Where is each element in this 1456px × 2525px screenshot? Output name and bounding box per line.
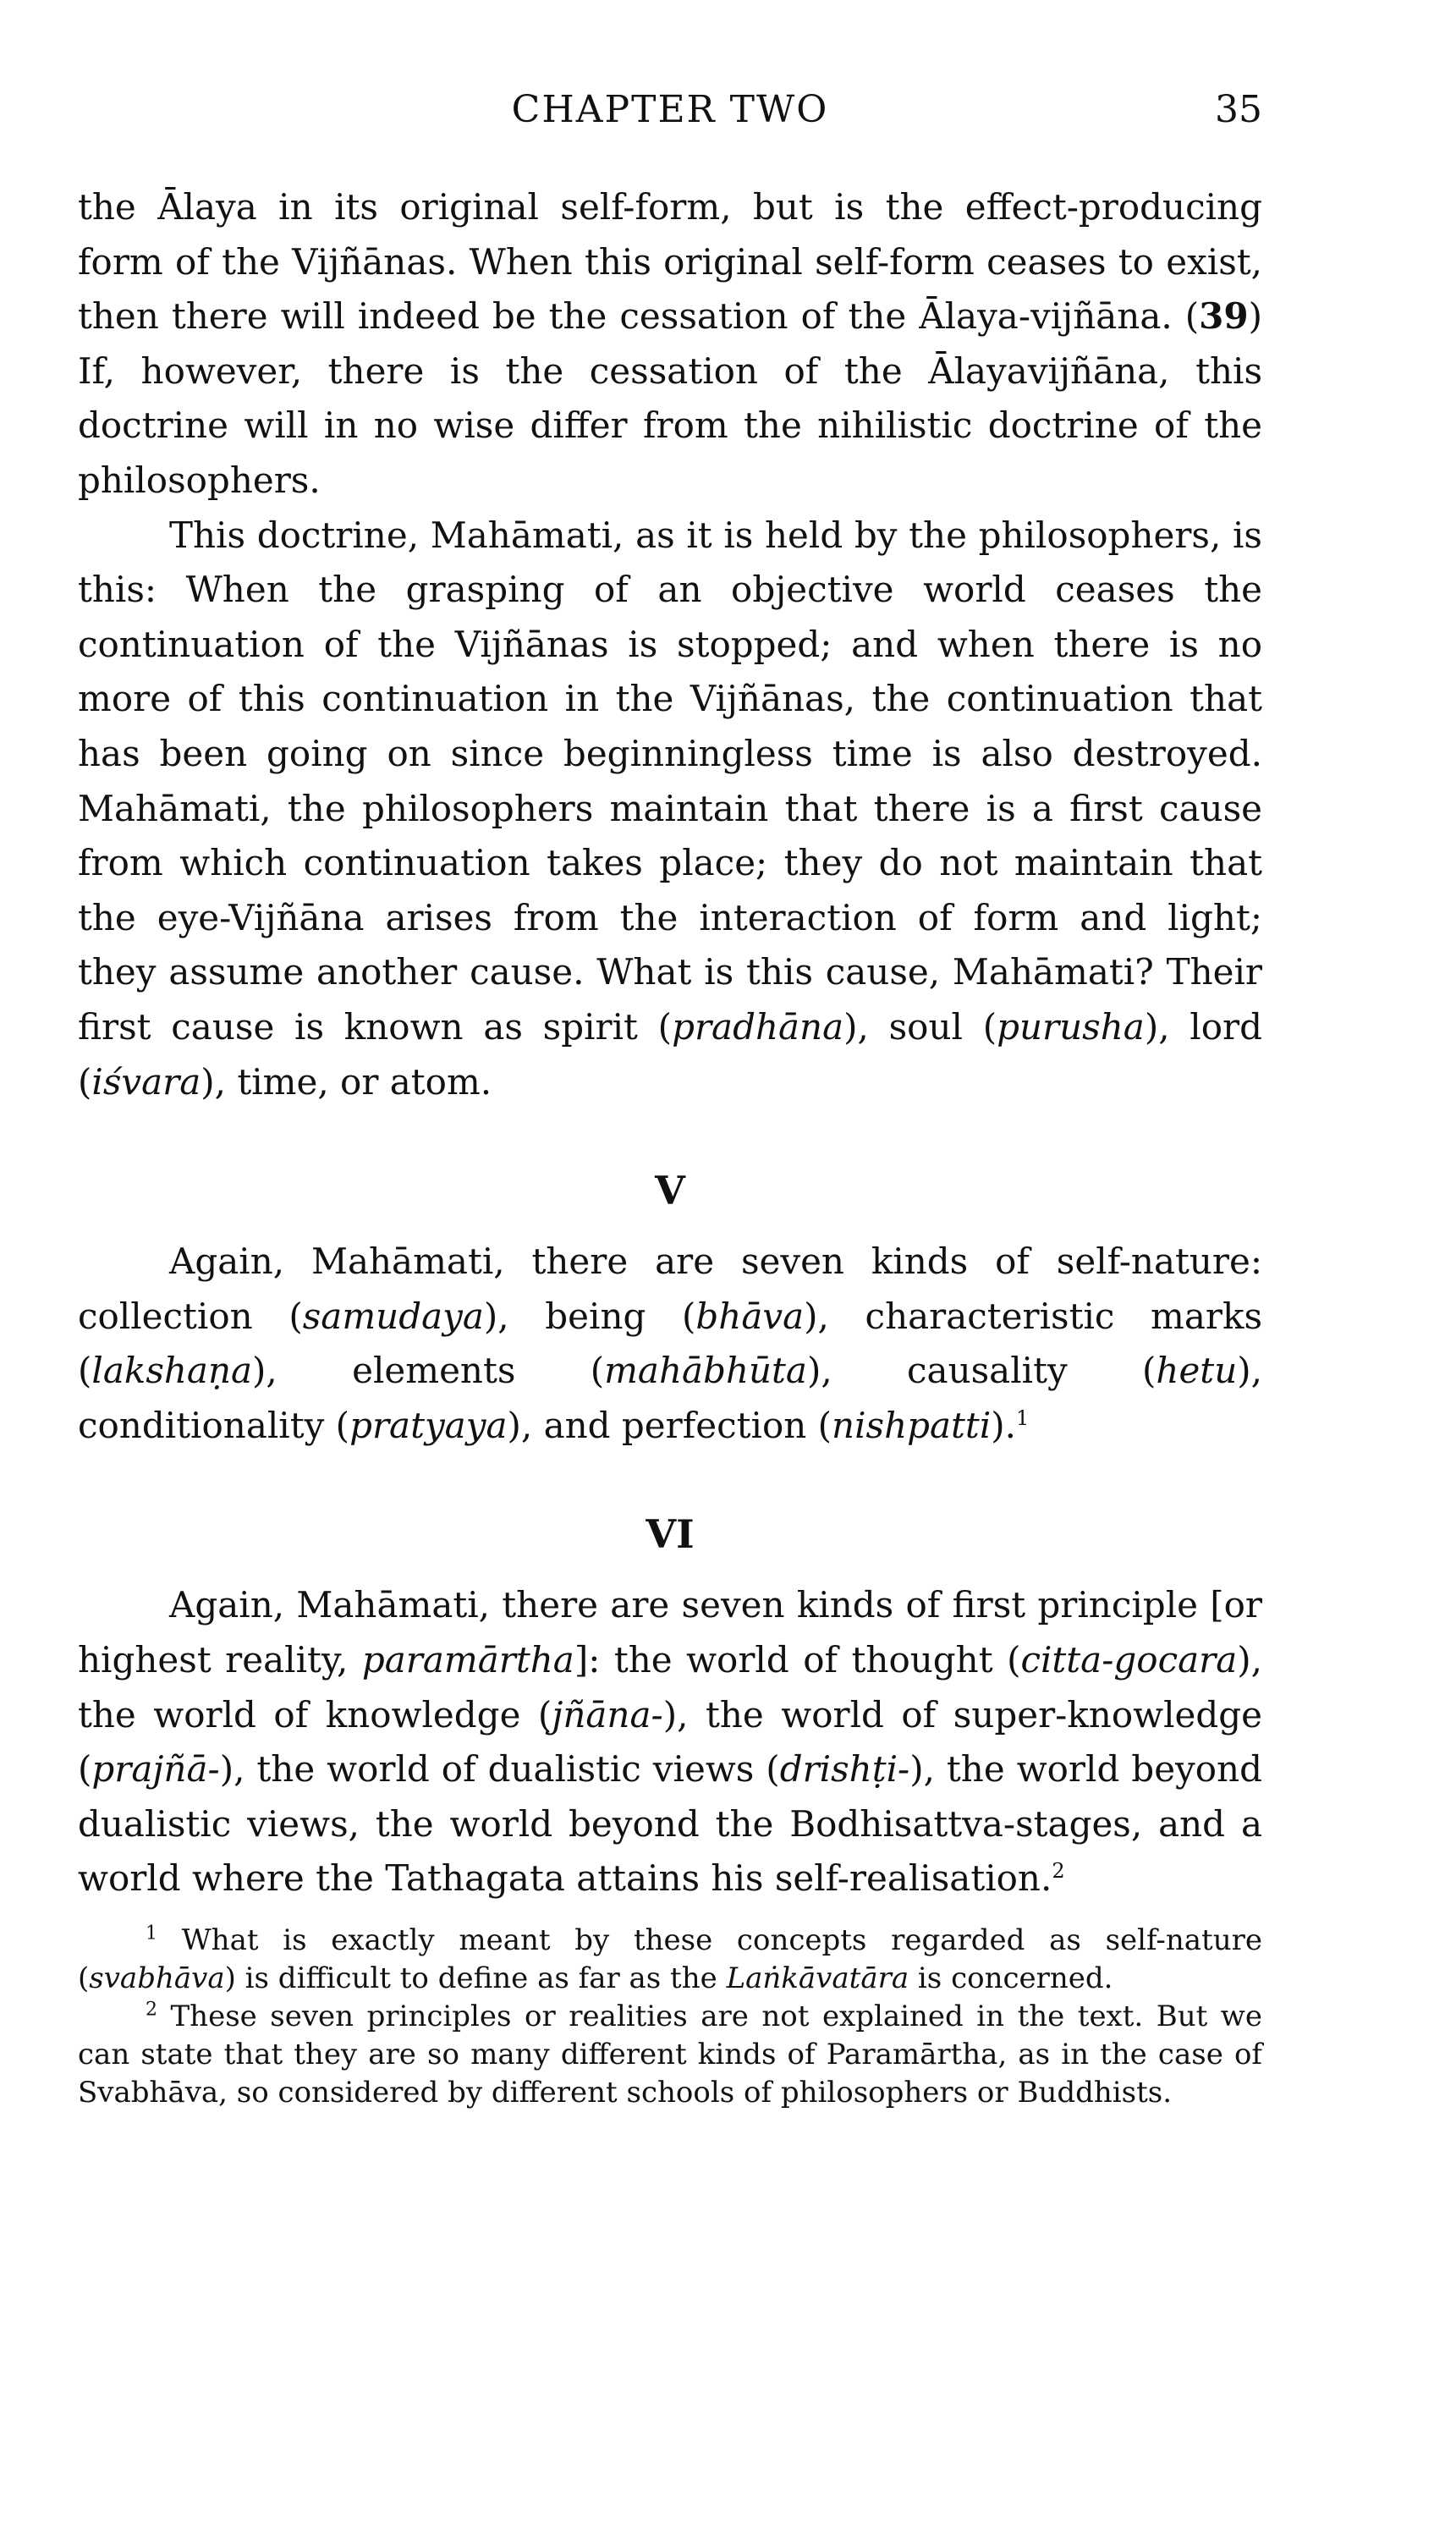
sanskrit-term: hetu xyxy=(1156,1350,1238,1392)
book-title: Laṅkāvatāra xyxy=(726,1961,909,1996)
section-heading-vi: VI xyxy=(646,1511,695,1558)
text-run: ), soul ( xyxy=(843,1005,997,1048)
footnote-mark: 2 xyxy=(146,1999,157,2021)
text-run: ) is difficult to define as far as the xyxy=(224,1961,727,1996)
text-run: ), the world of dualistic views ( xyxy=(219,1748,780,1791)
text-run: ) If, however, there is the cessation of the Ālayavijñāna, this doctrine will in no wise differ from the nihilistic doctrine of the philosophers. xyxy=(78,295,1262,501)
sanskrit-term: svabhāva xyxy=(89,1961,225,1996)
text-run: ), lord ( xyxy=(78,1005,1262,1103)
sanskrit-term: prajñā- xyxy=(91,1748,220,1791)
sanskrit-term: drishṭi- xyxy=(779,1748,910,1791)
text-run: ), characteristic marks ( xyxy=(78,1295,1263,1392)
sanskrit-term: purusha xyxy=(997,1005,1145,1048)
sanskrit-term: pratyaya xyxy=(349,1404,508,1446)
page-number: 35 xyxy=(1215,88,1262,131)
text-run: ), the world beyond dualistic views, the world beyond the Bodhisattva-stages, and a world where the Tathagata attains his self-realisation. xyxy=(78,1748,1262,1900)
page-header xyxy=(78,85,1262,135)
text-run: the Ālaya in its original self-form, but is the effect-producing form of the Vijñānas. When this original self-form ceases to exist, then there will indeed be the cessation of the Ālaya-vijñāna. ( xyxy=(78,186,1262,338)
footnote-2 xyxy=(78,1998,1262,2112)
text-run: ), causality ( xyxy=(806,1350,1157,1392)
text-run: This doctrine, Mahāmati, as it is held by the philosophers, is this: When the grasping of an objective world ceases the continuation of the Vijñānas is stopped; and when there is no more of this continuation in the Vijñānas, the continuation that has been going on since beginningless time is also destroyed. Mahāmati, the philosophers maintain that there is a first cause from which continuation takes place; they do not maintain that the eye-Vijñāna arises from the interaction of form and light; they assume another cause. What is this cause, Mahāmati? Their first cause is known as spirit ( xyxy=(78,514,1262,1048)
text-run: These seven principles or realities are not explained in the text. But we can state that they are so many different kinds of Paramārtha, as in the case of Svabhāva, so considered by different schools of philosophers or Buddhists. xyxy=(78,2000,1262,2110)
text-run: ), being ( xyxy=(483,1295,696,1337)
text-run: is concerned. xyxy=(909,1961,1113,1996)
sanskrit-term: pradhāna xyxy=(672,1005,844,1048)
sanskrit-term: jñāna- xyxy=(552,1693,663,1736)
text-run: ), elements ( xyxy=(252,1350,605,1392)
section-heading-v: V xyxy=(655,1168,685,1214)
verse-number: 39 xyxy=(1199,295,1249,338)
body-text xyxy=(78,180,1262,2112)
paragraph-philosophers-doctrine xyxy=(78,509,1262,1110)
text-run: ), the world of knowledge ( xyxy=(78,1639,1263,1736)
paragraph-seven-self-natures xyxy=(78,1235,1262,1453)
sanskrit-term: iśvara xyxy=(91,1060,201,1103)
text-run: ), conditionality ( xyxy=(78,1350,1262,1446)
text-run: ), and perfection ( xyxy=(507,1404,832,1446)
sanskrit-term: samudaya xyxy=(302,1295,484,1337)
footnotes xyxy=(78,1922,1262,2112)
text-run: Again, Mahāmati, there are seven kinds of first principle [or highest reality, xyxy=(78,1584,1262,1681)
paragraph-seven-first-principles xyxy=(78,1578,1262,1906)
sanskrit-term: bhāva xyxy=(695,1295,805,1337)
footnote-1 xyxy=(78,1922,1262,1998)
text-run: ), the world of super-knowledge ( xyxy=(78,1693,1262,1791)
text-run: Again, Mahāmati, there are seven kinds of self-nature: collection ( xyxy=(78,1240,1262,1337)
footnote-ref-2: 2 xyxy=(1052,1859,1065,1884)
sanskrit-term: citta-gocara xyxy=(1020,1639,1238,1681)
sanskrit-term: lakshaṇa xyxy=(91,1350,253,1392)
sanskrit-term: paramārtha xyxy=(361,1639,574,1681)
text-run: ), time, or atom. xyxy=(201,1060,492,1103)
text-run: ]: the world of thought ( xyxy=(574,1639,1021,1681)
sanskrit-term: mahābhūta xyxy=(604,1350,807,1392)
text-run: What is exactly meant by these concepts regarded as self-nature ( xyxy=(78,1923,1262,1996)
sanskrit-term: nishpatti xyxy=(832,1404,992,1446)
footnote-ref-1: 1 xyxy=(1016,1406,1030,1430)
paragraph-alaya-cessation xyxy=(78,180,1262,509)
footnote-mark: 1 xyxy=(146,1923,157,1945)
running-head: CHAPTER TWO xyxy=(511,88,829,131)
text-run: ). xyxy=(991,1404,1016,1446)
